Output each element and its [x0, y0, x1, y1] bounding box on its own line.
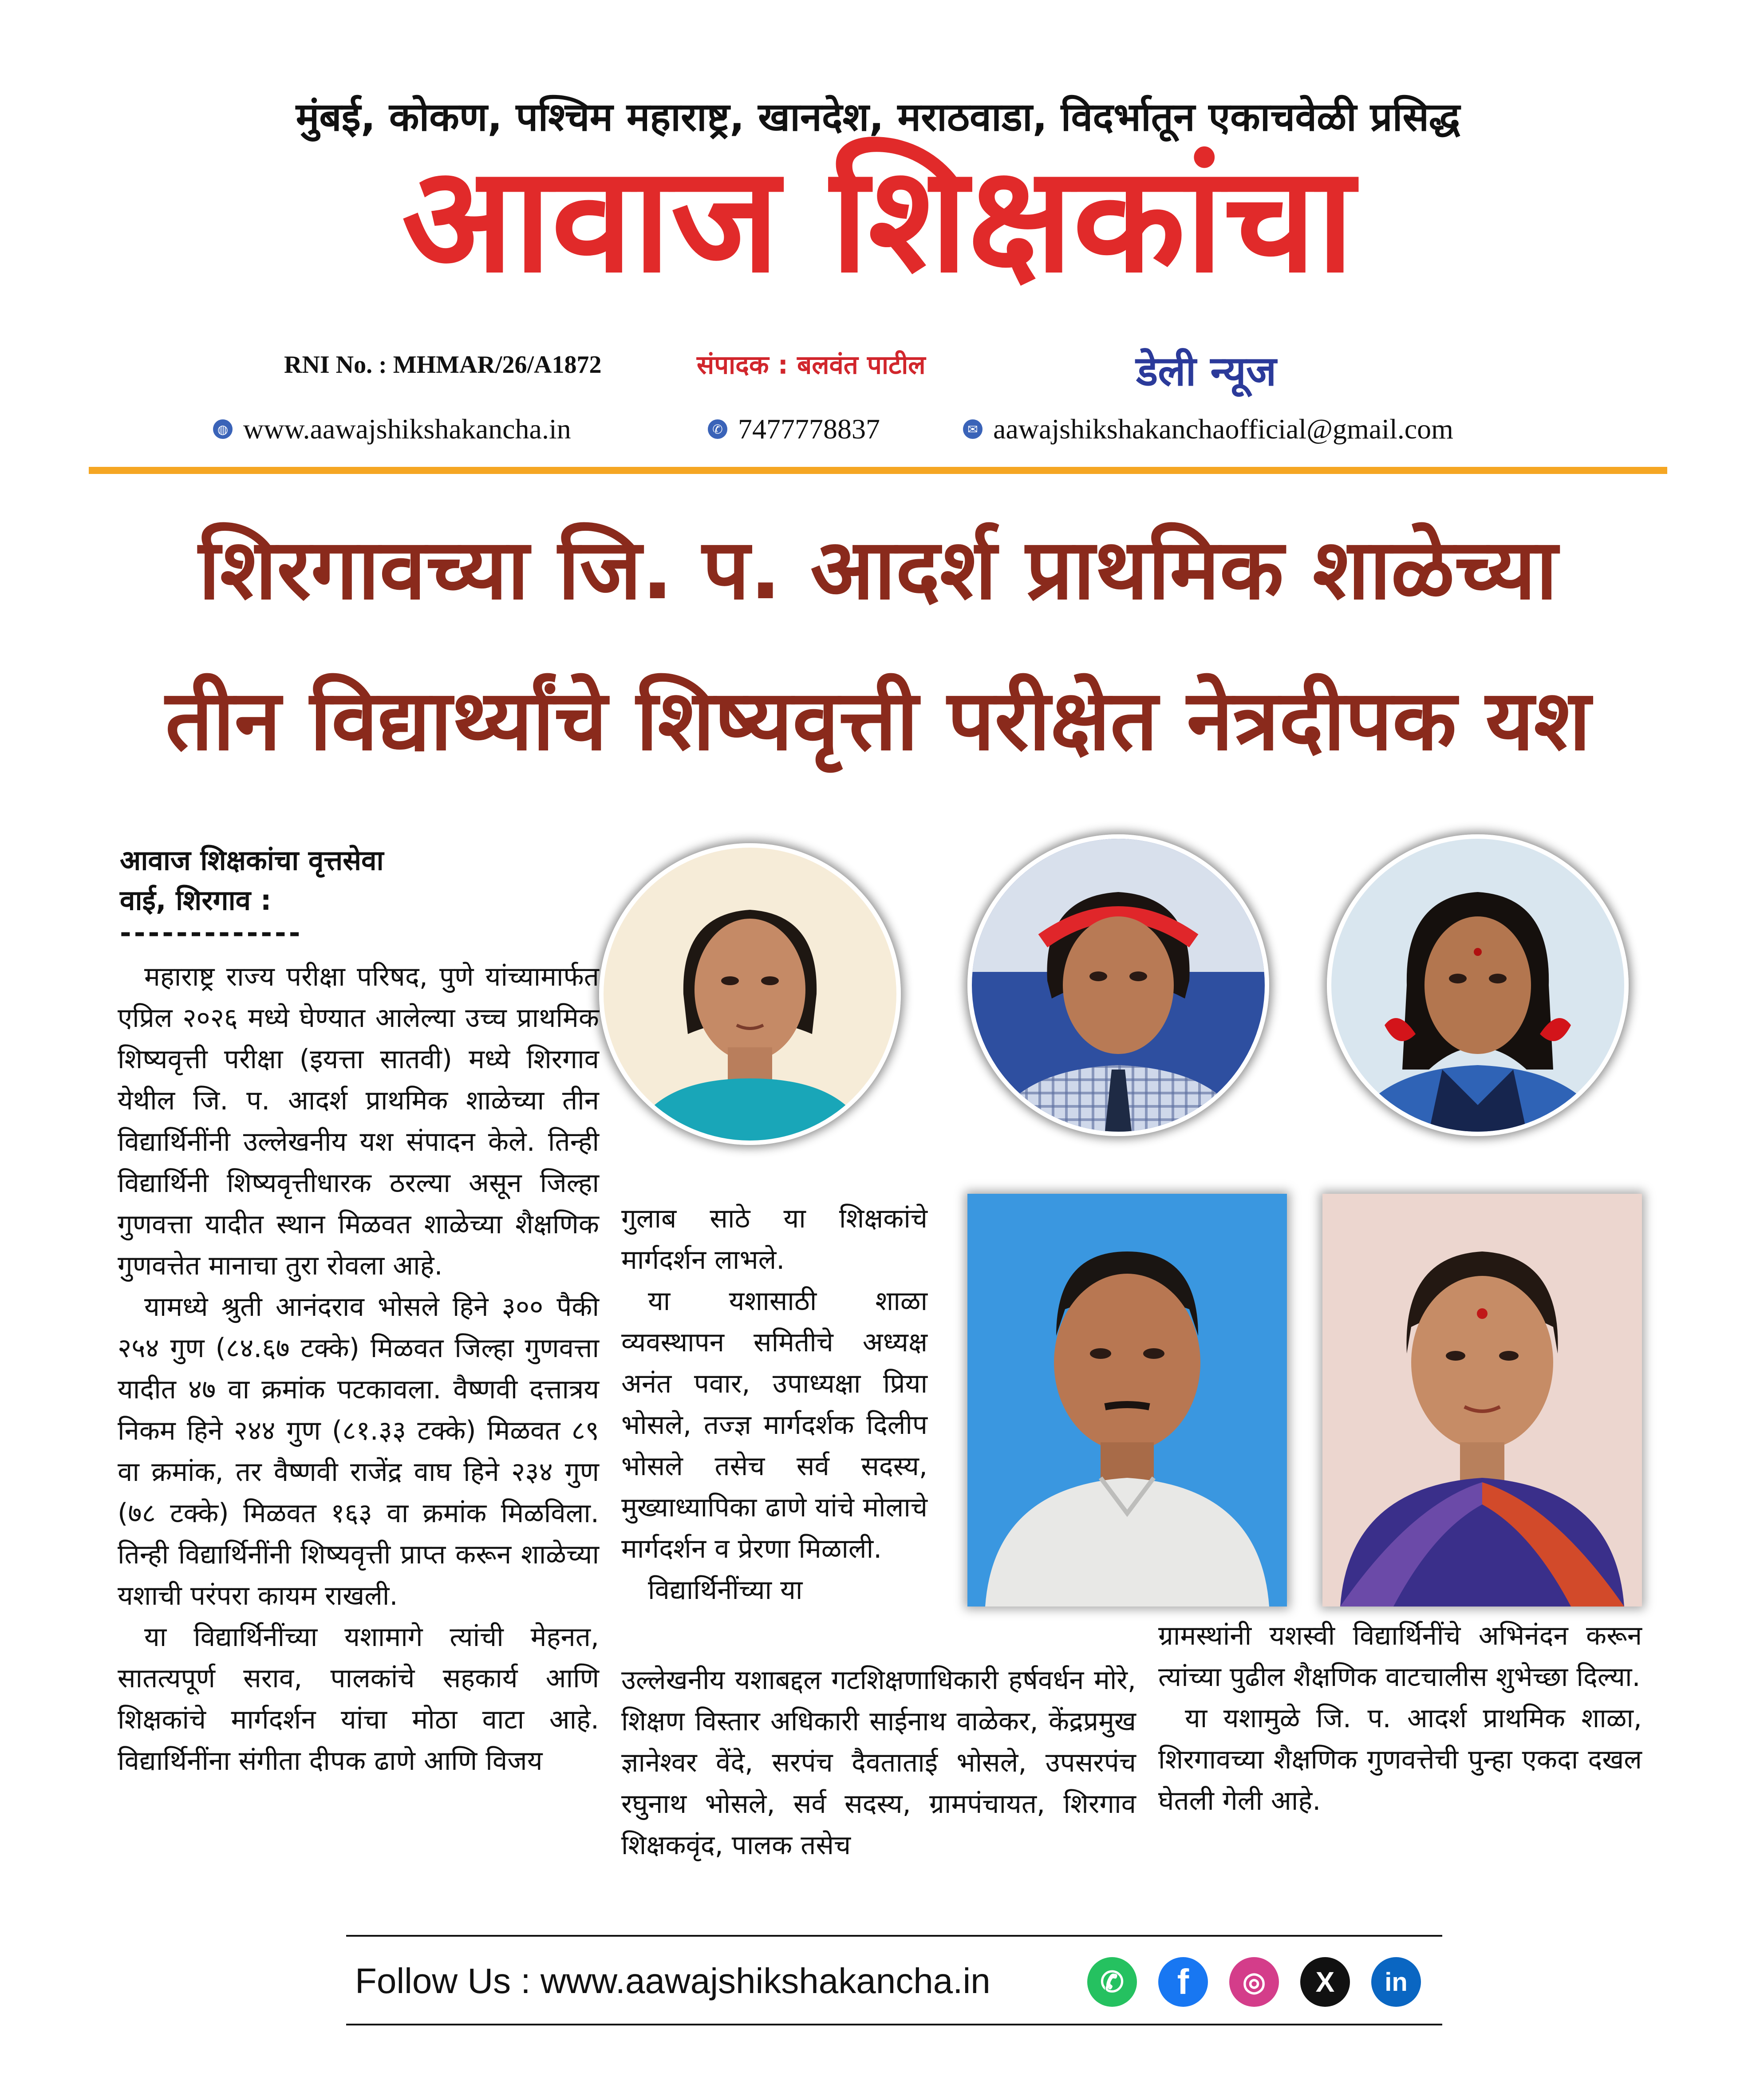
student-portrait-1 — [599, 843, 901, 1145]
follow-us-text[interactable]: Follow Us : www.aawajshikshakancha.in — [355, 1961, 990, 2001]
x-icon[interactable]: X — [1300, 1957, 1350, 2007]
paragraph: या यशामुळे जि. प. आदर्श प्राथमिक शाळा, शिरगावच्या शैक्षणिक गुणवत्तेची पुन्हा एकदा दखल घेतली गेली आहे. — [1158, 1703, 1642, 1816]
teacher-portrait-2 — [1322, 1194, 1642, 1607]
editor-credit: संपादक : बलवंत पाटील — [697, 350, 926, 380]
article-column-2-bottom — [621, 1660, 1136, 1866]
facebook-icon[interactable]: f — [1158, 1957, 1208, 2007]
paragraph: यामध्ये श्रुती आनंदराव भोसले हिने ३०० पैकी २५४ गुण (८४.६७ टक्के) मिळवत जिल्हा गुणवत्ता यादीत ४७ वा क्रमांक पटकावला. वैष्णवी दत्तात्रय निकम हिने २४४ गुण (८१.३३ टक्के) मिळवत ८९ वा क्रमांक, तर वैष्णवी राजेंद्र वाघ हिने २३४ गुण (७८ टक्के) मिळवत १६३ वा क्रमांक मिळविला. तिन्ही विद्यार्थिनींनी शिष्यवृत्ती प्राप्त करून शाळेच्या यशाची परंपरा कायम राखली. — [118, 1291, 599, 1611]
headline-line-1: शिरगावच्या जि. प. आदर्श प्राथमिक शाळेच्या — [198, 521, 1558, 618]
mail-icon: ✉ — [963, 419, 983, 439]
teacher-portrait-1 — [967, 1194, 1287, 1607]
student-portrait-2 — [967, 834, 1269, 1136]
header-divider — [89, 467, 1667, 474]
daily-news-label: डेली न्यूज — [1136, 347, 1277, 395]
linkedin-icon[interactable]: in — [1371, 1957, 1421, 2007]
tagline: मुंबई, कोकण, पश्चिम महाराष्ट्र, खानदेश, मराठवाडा, विदर्भातून एकाचवेळी प्रसिद्ध — [296, 94, 1460, 140]
rni-number: RNI No. : MHMAR/26/A1872 — [284, 351, 602, 379]
student-portrait-3 — [1327, 834, 1629, 1136]
paragraph: या यशासाठी शाळा व्यवस्थापन समितीचे अध्यक्ष अनंत पवार, उपाध्यक्षा प्रिया भोसले, तज्ज्ञ मार्गदर्शक दिलीप भोसले तसेच सर्व सदस्य, मुख्याध्यापिका ढाणे यांचे मोलाचे मार्गदर्शन व प्रेरणा मिळाली. — [621, 1286, 927, 1564]
byline-source: आवाज शिक्षकांचा वृत्तसेवा — [120, 844, 384, 876]
instagram-icon[interactable]: ◎ — [1229, 1957, 1279, 2007]
email-link[interactable]: aawajshikshakanchaofficial@gmail.com — [993, 413, 1453, 445]
article-column-1 — [118, 956, 599, 1782]
globe-icon: ◍ — [213, 419, 233, 439]
paragraph: गुलाब साठे या शिक्षकांचे मार्गदर्शन लाभले. — [621, 1203, 927, 1275]
phone-icon: ✆ — [708, 419, 727, 439]
paragraph: महाराष्ट्र राज्य परीक्षा परिषद, पुणे यांच्यामार्फत एप्रिल २०२६ मध्ये घेण्यात आलेल्या उच्च प्राथमिक शिष्यवृत्ती परीक्षा (इयत्ता सातवी) मध्ये शिरगाव येथील जि. प. आदर्श प्राथमिक शाळेच्या तीन विद्यार्थिनींनी उल्लेखनीय यश संपादन केले. तिन्ही विद्यार्थिनी शिष्यवृत्तीधारक ठरल्या असून जिल्हा गुणवत्ता यादीत स्थान मिळवत शाळेच्या शैक्षणिक गुणवत्तेत मानाचा तुरा रोवला आहे. — [118, 961, 599, 1281]
footer-divider-top — [346, 1935, 1442, 1937]
byline-rule: ------------- — [120, 916, 303, 949]
byline-place: वाई, शिरगाव : — [120, 884, 272, 916]
paragraph: ग्रामस्थांनी यशस्वी विद्यार्थिनींचे अभिनंदन करून त्यांच्या पुढील शैक्षणिक वाटचालीस शुभेच्छा दिल्या. — [1158, 1620, 1642, 1693]
phone-number[interactable]: 7477778837 — [738, 413, 880, 445]
masthead-title: आवाज शिक्षकांचा — [402, 134, 1354, 305]
paragraph: उल्लेखनीय यशाबद्दल गटशिक्षणाधिकारी हर्षवर्धन मोरे, शिक्षण विस्तार अधिकारी साईनाथ वाळेकर, केंद्रप्रमुख ज्ञानेश्वर वेंदे, सरपंच दैवताताई भोसले, उपसरपंच रघुनाथ भोसले, सर्व सदस्य, ग्रामपंचायत, शिरगाव शिक्षकवृंद, पालक तसेच — [621, 1665, 1136, 1861]
phone-contact[interactable] — [708, 413, 880, 446]
headline-line-2: तीन विद्यार्थ्यांचे शिष्यवृत्ती परीक्षेत नेत्रदीपक यश — [165, 672, 1591, 769]
footer-divider-bottom — [346, 2024, 1442, 2025]
whatsapp-icon[interactable]: ✆ — [1087, 1957, 1137, 2007]
website-link[interactable]: www.aawajshikshakancha.in — [243, 413, 571, 445]
email-contact[interactable] — [963, 413, 1453, 446]
paragraph: विद्यार्थिनींच्या या — [648, 1575, 803, 1606]
paragraph: या विद्यार्थिनींच्या यशामागे त्यांची मेहनत, सातत्यपूर्ण सराव, पालकांचे सहकार्य आणि शिक्षकांचे मार्गदर्शन यांचा मोठा वाटा आहे. विद्यार्थिनींना संगीता दीपक ढाणे आणि विजय — [118, 1622, 599, 1776]
article-column-3 — [1158, 1615, 1642, 1822]
article-column-2-top — [621, 1198, 927, 1611]
website-contact[interactable] — [213, 413, 571, 446]
